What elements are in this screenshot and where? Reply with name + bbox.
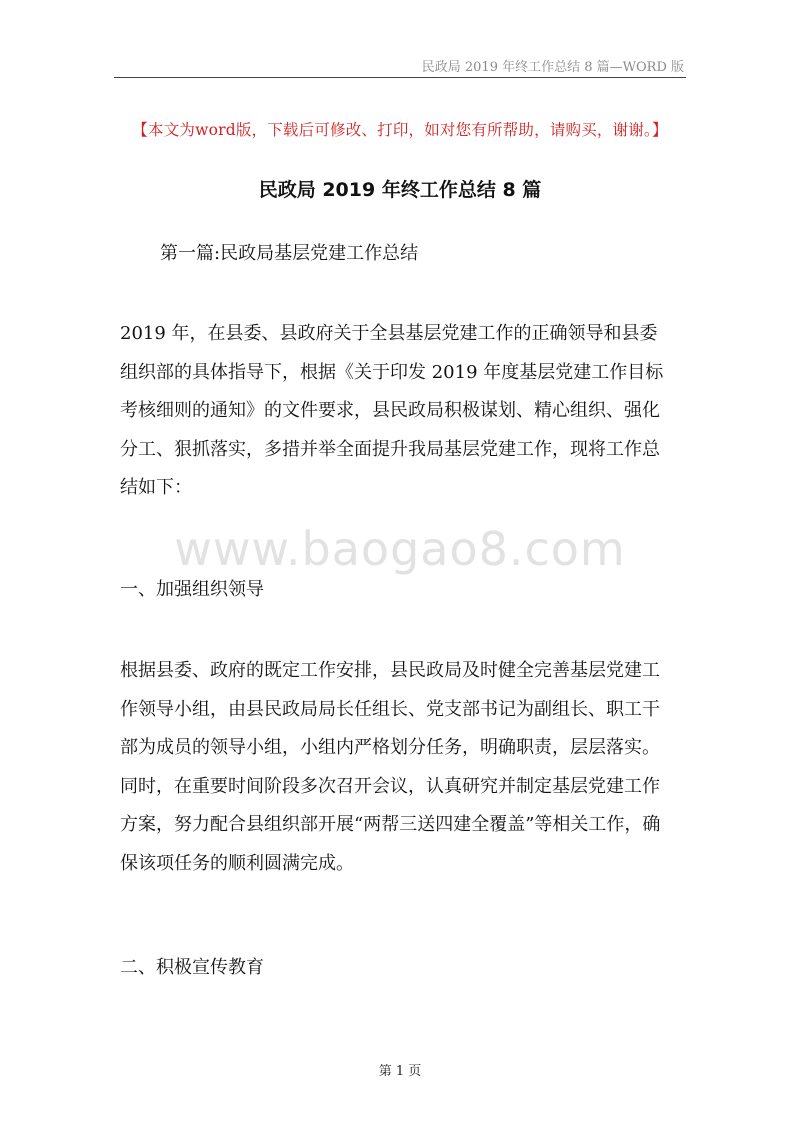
header-rule [114,77,686,78]
paragraph-line: 结如下： [120,477,192,498]
chapter-subtitle: 第一篇:民政局基层党建工作总结 [160,243,419,264]
watermark: www.baogao8.com [174,522,626,576]
paragraph-line: 2019 年，在县委、县政府关于全县基层党建工作的正确领导和县委 [120,323,658,344]
purchase-notice: 【本文为word版，下载后可修改、打印，如对您有所帮助，请购买，谢谢。】 [132,121,668,139]
paragraph-line: 部为成员的领导小组，小组内严格划分任务，明确职责，层层落实。 [120,737,660,758]
intro-paragraph [120,315,682,508]
paragraph-line: 根据县委、政府的既定工作安排，县民政局及时健全完善基层党建工 [120,660,660,681]
running-header: 民政局 2019 年终工作总结 8 篇—WORD 版 [421,60,684,75]
section-1-paragraph [120,652,682,883]
document-title: 民政局 2019 年终工作总结 8 篇 [258,179,542,201]
paragraph-line: 保该项任务的顺利圆满完成。 [120,852,354,874]
paragraph-line: 作领导小组，由县民政局局长任组长、党支部书记为副组长、职工干 [120,698,660,720]
page-number: 第 1 页 [378,1064,422,1079]
paragraph-line: 方案，努力配合县组织部开展“两帮三送四建全覆盖”等相关工作，确 [120,814,661,835]
section-heading-1: 一、加强组织领导 [120,579,264,600]
paragraph-line: 分工、狠抓落实，多措并举全面提升我局基层党建工作，现将工作总 [120,438,660,460]
paragraph-line: 组织部的具体指导下，根据《关于印发 2019 年度基层党建工作目标 [120,361,664,383]
section-heading-2: 二、积极宣传教育 [120,957,264,978]
paragraph-line: 同时，在重要时间阶段多次召开会议，认真研究并制定基层党建工作 [120,775,660,797]
paragraph-line: 考核细则的通知》的文件要求，县民政局积极谋划、精心组织、强化 [120,400,660,421]
